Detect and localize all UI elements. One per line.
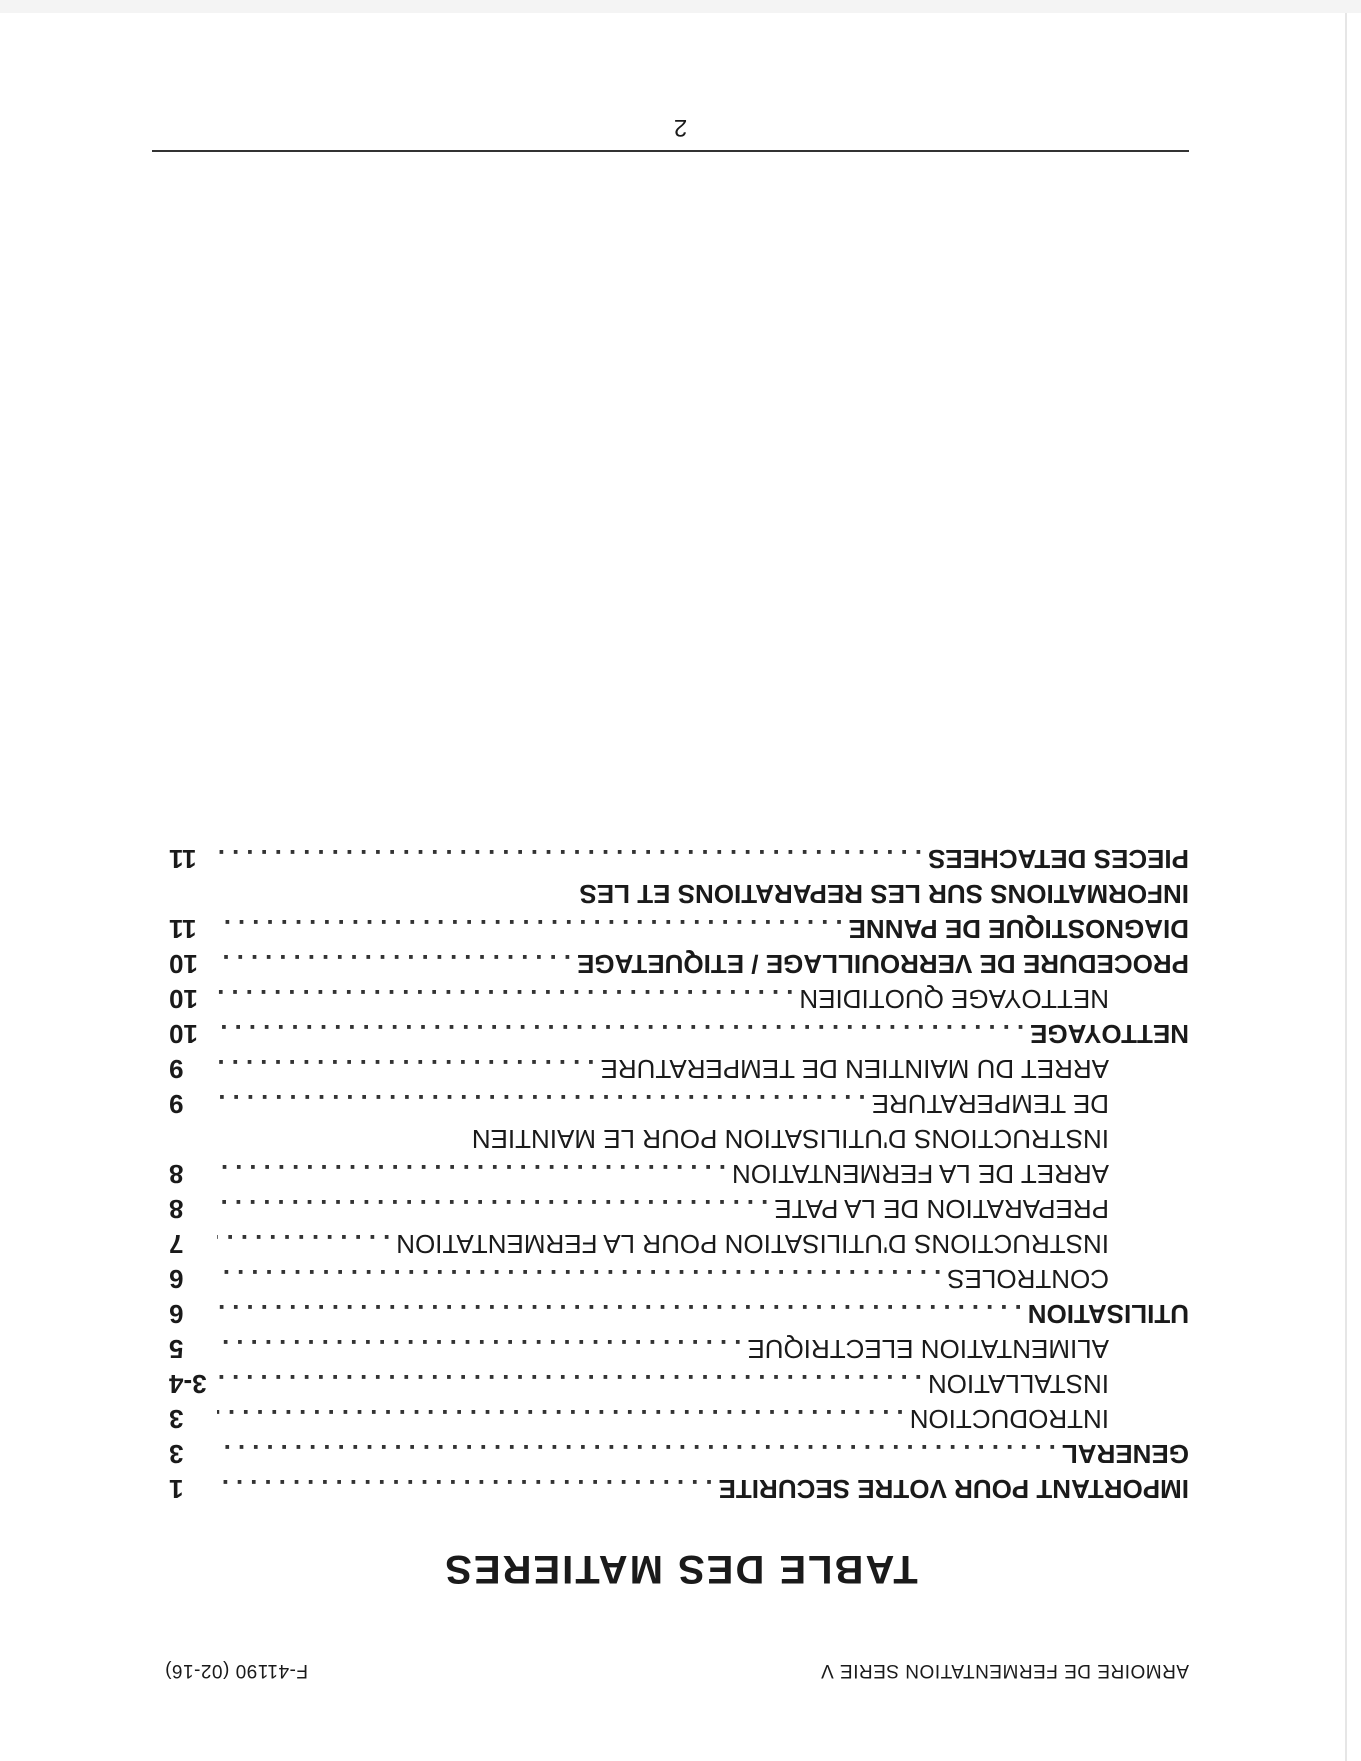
toc-entry-page: 6	[169, 1264, 184, 1294]
toc-dot-leader	[217, 1471, 713, 1506]
toc-entry	[169, 1226, 1189, 1261]
toc-entry	[169, 1436, 1189, 1471]
toc-entry-page: 3-4	[169, 1369, 207, 1399]
toc-entry-label: DIAGNOSTIQUE DE PANNE	[848, 914, 1189, 944]
toc-dot-leader	[217, 1436, 1056, 1471]
toc-entry	[169, 1121, 1189, 1156]
toc-entry	[169, 1051, 1189, 1086]
toc-dot-leader	[217, 1156, 726, 1191]
toc-dot-leader	[217, 981, 793, 1016]
toc-entry-label: CONTROLES	[947, 1264, 1109, 1294]
footer-rule	[152, 150, 1189, 152]
toc-entry	[169, 1156, 1189, 1191]
toc-entry-page: 9	[169, 1054, 184, 1084]
document-title-header: ARMOIRE DE FERMENTATION SERIE V	[820, 1660, 1189, 1681]
toc-entry-label: PIECES DETACHEES	[927, 844, 1189, 874]
toc-entry-label: ARRET DE LA FERMENTATION	[731, 1159, 1109, 1189]
page-number: 2	[673, 114, 688, 141]
toc-entry	[169, 981, 1189, 1016]
toc-entry-label: IMPORTANT POUR VOTRE SECURITE	[718, 1474, 1189, 1504]
toc-entry-page: 10	[169, 949, 198, 979]
toc-entry-label: ARRET DU MAINTIEN DE TEMPERATURE	[600, 1054, 1109, 1084]
toc-entry-label: INTRODUCTION	[909, 1404, 1109, 1434]
toc-entry-page: 11	[169, 844, 197, 874]
toc-dot-leader	[217, 1226, 390, 1261]
toc-entry-page: 3	[169, 1439, 184, 1469]
toc-entry-page: 5	[169, 1334, 184, 1364]
toc-dot-leader	[217, 1086, 866, 1121]
toc-entry-label: DE TEMPERATURE	[871, 1089, 1109, 1119]
toc-entry-label: NETTOYAGE	[1030, 1019, 1189, 1049]
scan-border	[0, 0, 1361, 13]
toc-entry	[169, 1191, 1189, 1226]
toc-entry-label: UTILISATION	[1027, 1299, 1189, 1329]
toc-entry-page: 10	[169, 984, 198, 1014]
toc-entry	[169, 1086, 1189, 1121]
toc-entry	[169, 911, 1189, 946]
toc-dot-leader	[217, 1261, 941, 1296]
page-title: TABLE DES MATIERES	[443, 1547, 918, 1591]
toc-entry-label: INSTALLATION	[927, 1369, 1109, 1399]
toc-entry	[169, 1331, 1189, 1366]
toc-dot-leader	[217, 1296, 1022, 1331]
toc-entry	[169, 1296, 1189, 1331]
toc-entry-page: 6	[169, 1299, 184, 1329]
toc-dot-leader	[217, 1051, 595, 1086]
toc-dot-leader	[217, 1331, 741, 1366]
table-of-contents	[169, 841, 1189, 1506]
toc-entry-label: INSTRUCTIONS D'UTILISATION POUR LE MAINTIEN	[471, 1124, 1109, 1154]
toc-entry	[169, 1401, 1189, 1436]
toc-entry	[169, 946, 1189, 981]
toc-entry-label: GENERAL	[1061, 1439, 1189, 1469]
toc-entry	[169, 841, 1189, 876]
toc-entry-label: INSTRUCTIONS D'UTILISATION POUR LA FERMENTATION	[396, 1229, 1109, 1259]
toc-entry-page: 7	[169, 1229, 184, 1259]
toc-dot-leader	[217, 1016, 1024, 1051]
toc-entry-label: PREPARATION DE LA PATE	[774, 1194, 1109, 1224]
scan-edge	[1345, 0, 1347, 1761]
toc-entry-label: PROCEDURE DE VERROUILLAGE / ETIQUETAGE	[576, 949, 1189, 979]
toc-dot-leader	[217, 1191, 768, 1226]
toc-entry-page: 10	[169, 1019, 198, 1049]
toc-entry	[169, 1016, 1189, 1051]
toc-entry	[169, 1366, 1189, 1401]
toc-entry-page: 8	[169, 1159, 184, 1189]
toc-dot-leader	[217, 841, 922, 876]
toc-entry	[169, 1471, 1189, 1506]
toc-dot-leader	[217, 1366, 922, 1401]
toc-entry-page: 11	[169, 914, 197, 944]
toc-entry-page: 8	[169, 1194, 184, 1224]
toc-entry-page: 3	[169, 1404, 184, 1434]
toc-dot-leader	[217, 1401, 904, 1436]
toc-entry	[169, 1261, 1189, 1296]
toc-entry-label: INFORMATIONS SUR LES REPARATIONS ET LES	[579, 879, 1189, 909]
toc-entry-page: 9	[169, 1089, 184, 1119]
toc-entry-page: 1	[169, 1474, 184, 1504]
toc-dot-leader	[217, 946, 571, 981]
toc-entry-label: NETTOYAGE QUOTIDIEN	[799, 984, 1109, 1014]
toc-entry-label: ALIMENTATION ELECTRIQUE	[747, 1334, 1109, 1364]
document-code-header: F-41190 (02-16)	[164, 1660, 308, 1681]
toc-dot-leader	[217, 911, 843, 946]
toc-entry	[169, 876, 1189, 911]
